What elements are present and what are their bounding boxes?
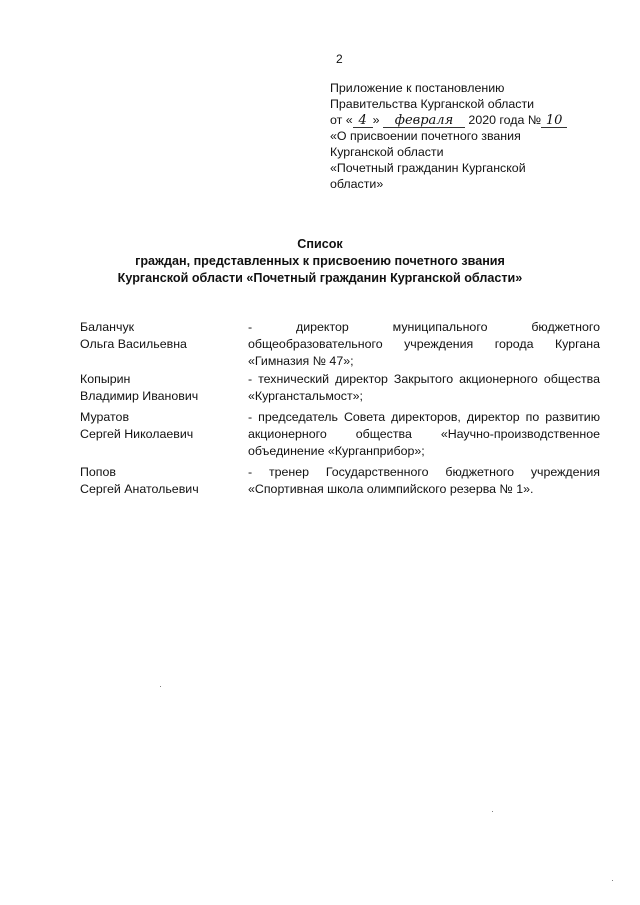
scan-speck xyxy=(612,880,613,881)
person-description: - директор муниципального бюджетного общеобразовательного учреждения города Кургана «Гимназия № 47»; xyxy=(248,320,600,368)
scan-speck xyxy=(492,811,493,812)
handwritten-day: 4 xyxy=(353,114,373,128)
title-line-1: Список xyxy=(297,237,343,251)
appendix-line-4: «О присвоении почетного звания xyxy=(330,129,521,143)
list-entry xyxy=(80,409,600,464)
date-mid: » xyxy=(372,113,383,127)
list-entry xyxy=(80,464,600,502)
appendix-header xyxy=(330,80,600,192)
person-description: - председатель Совета директоров, директор по развитию акционерного общества «Научно-производственное объединение «Курганприбор»; xyxy=(248,410,600,458)
person-surname: Муратов xyxy=(80,410,130,424)
date-year: 2020 года № xyxy=(464,113,542,127)
person-surname: Баланчук xyxy=(80,320,135,334)
person-given-names: Владимир Иванович xyxy=(80,389,199,403)
appendix-line-5: Курганской области xyxy=(330,145,444,159)
appendix-line-1: Приложение к постановлению xyxy=(330,81,505,95)
person-description: - тренер Государственного бюджетного учреждения «Спортивная школа олимпийского резерва № 1». xyxy=(248,465,600,496)
appendix-line-2: Правительства Курганской области xyxy=(330,97,535,111)
scan-speck xyxy=(160,686,161,687)
title-line-3: Курганской области «Почетный гражданин Курганской области» xyxy=(117,271,523,285)
list-entry xyxy=(80,319,600,371)
title-line-2: граждан, представленных к присвоению почетного звания xyxy=(135,254,505,268)
person-name xyxy=(80,319,248,371)
appendix-date-line xyxy=(330,112,600,128)
person-given-names: Ольга Васильевна xyxy=(80,337,187,351)
person-given-names: Сергей Анатольевич xyxy=(80,482,199,496)
person-description: - технический директор Закрытого акционерного общества «Курганстальмост»; xyxy=(248,372,600,403)
person-surname: Копырин xyxy=(80,372,131,386)
list-entry xyxy=(80,371,600,409)
handwritten-number: 10 xyxy=(541,114,567,128)
person-name xyxy=(80,409,248,464)
document-title xyxy=(0,236,640,287)
person-name xyxy=(80,371,248,409)
appendix-line-6: «Почетный гражданин Курганской xyxy=(330,161,526,175)
person-given-names: Сергей Николаевич xyxy=(80,427,194,441)
person-surname: Попов xyxy=(80,465,116,479)
page-number: 2 xyxy=(336,52,343,66)
date-prefix: от « xyxy=(330,113,353,127)
citizen-list xyxy=(80,319,600,502)
handwritten-month: февраля xyxy=(383,114,465,128)
appendix-line-7: области» xyxy=(330,177,384,191)
person-name xyxy=(80,464,248,502)
